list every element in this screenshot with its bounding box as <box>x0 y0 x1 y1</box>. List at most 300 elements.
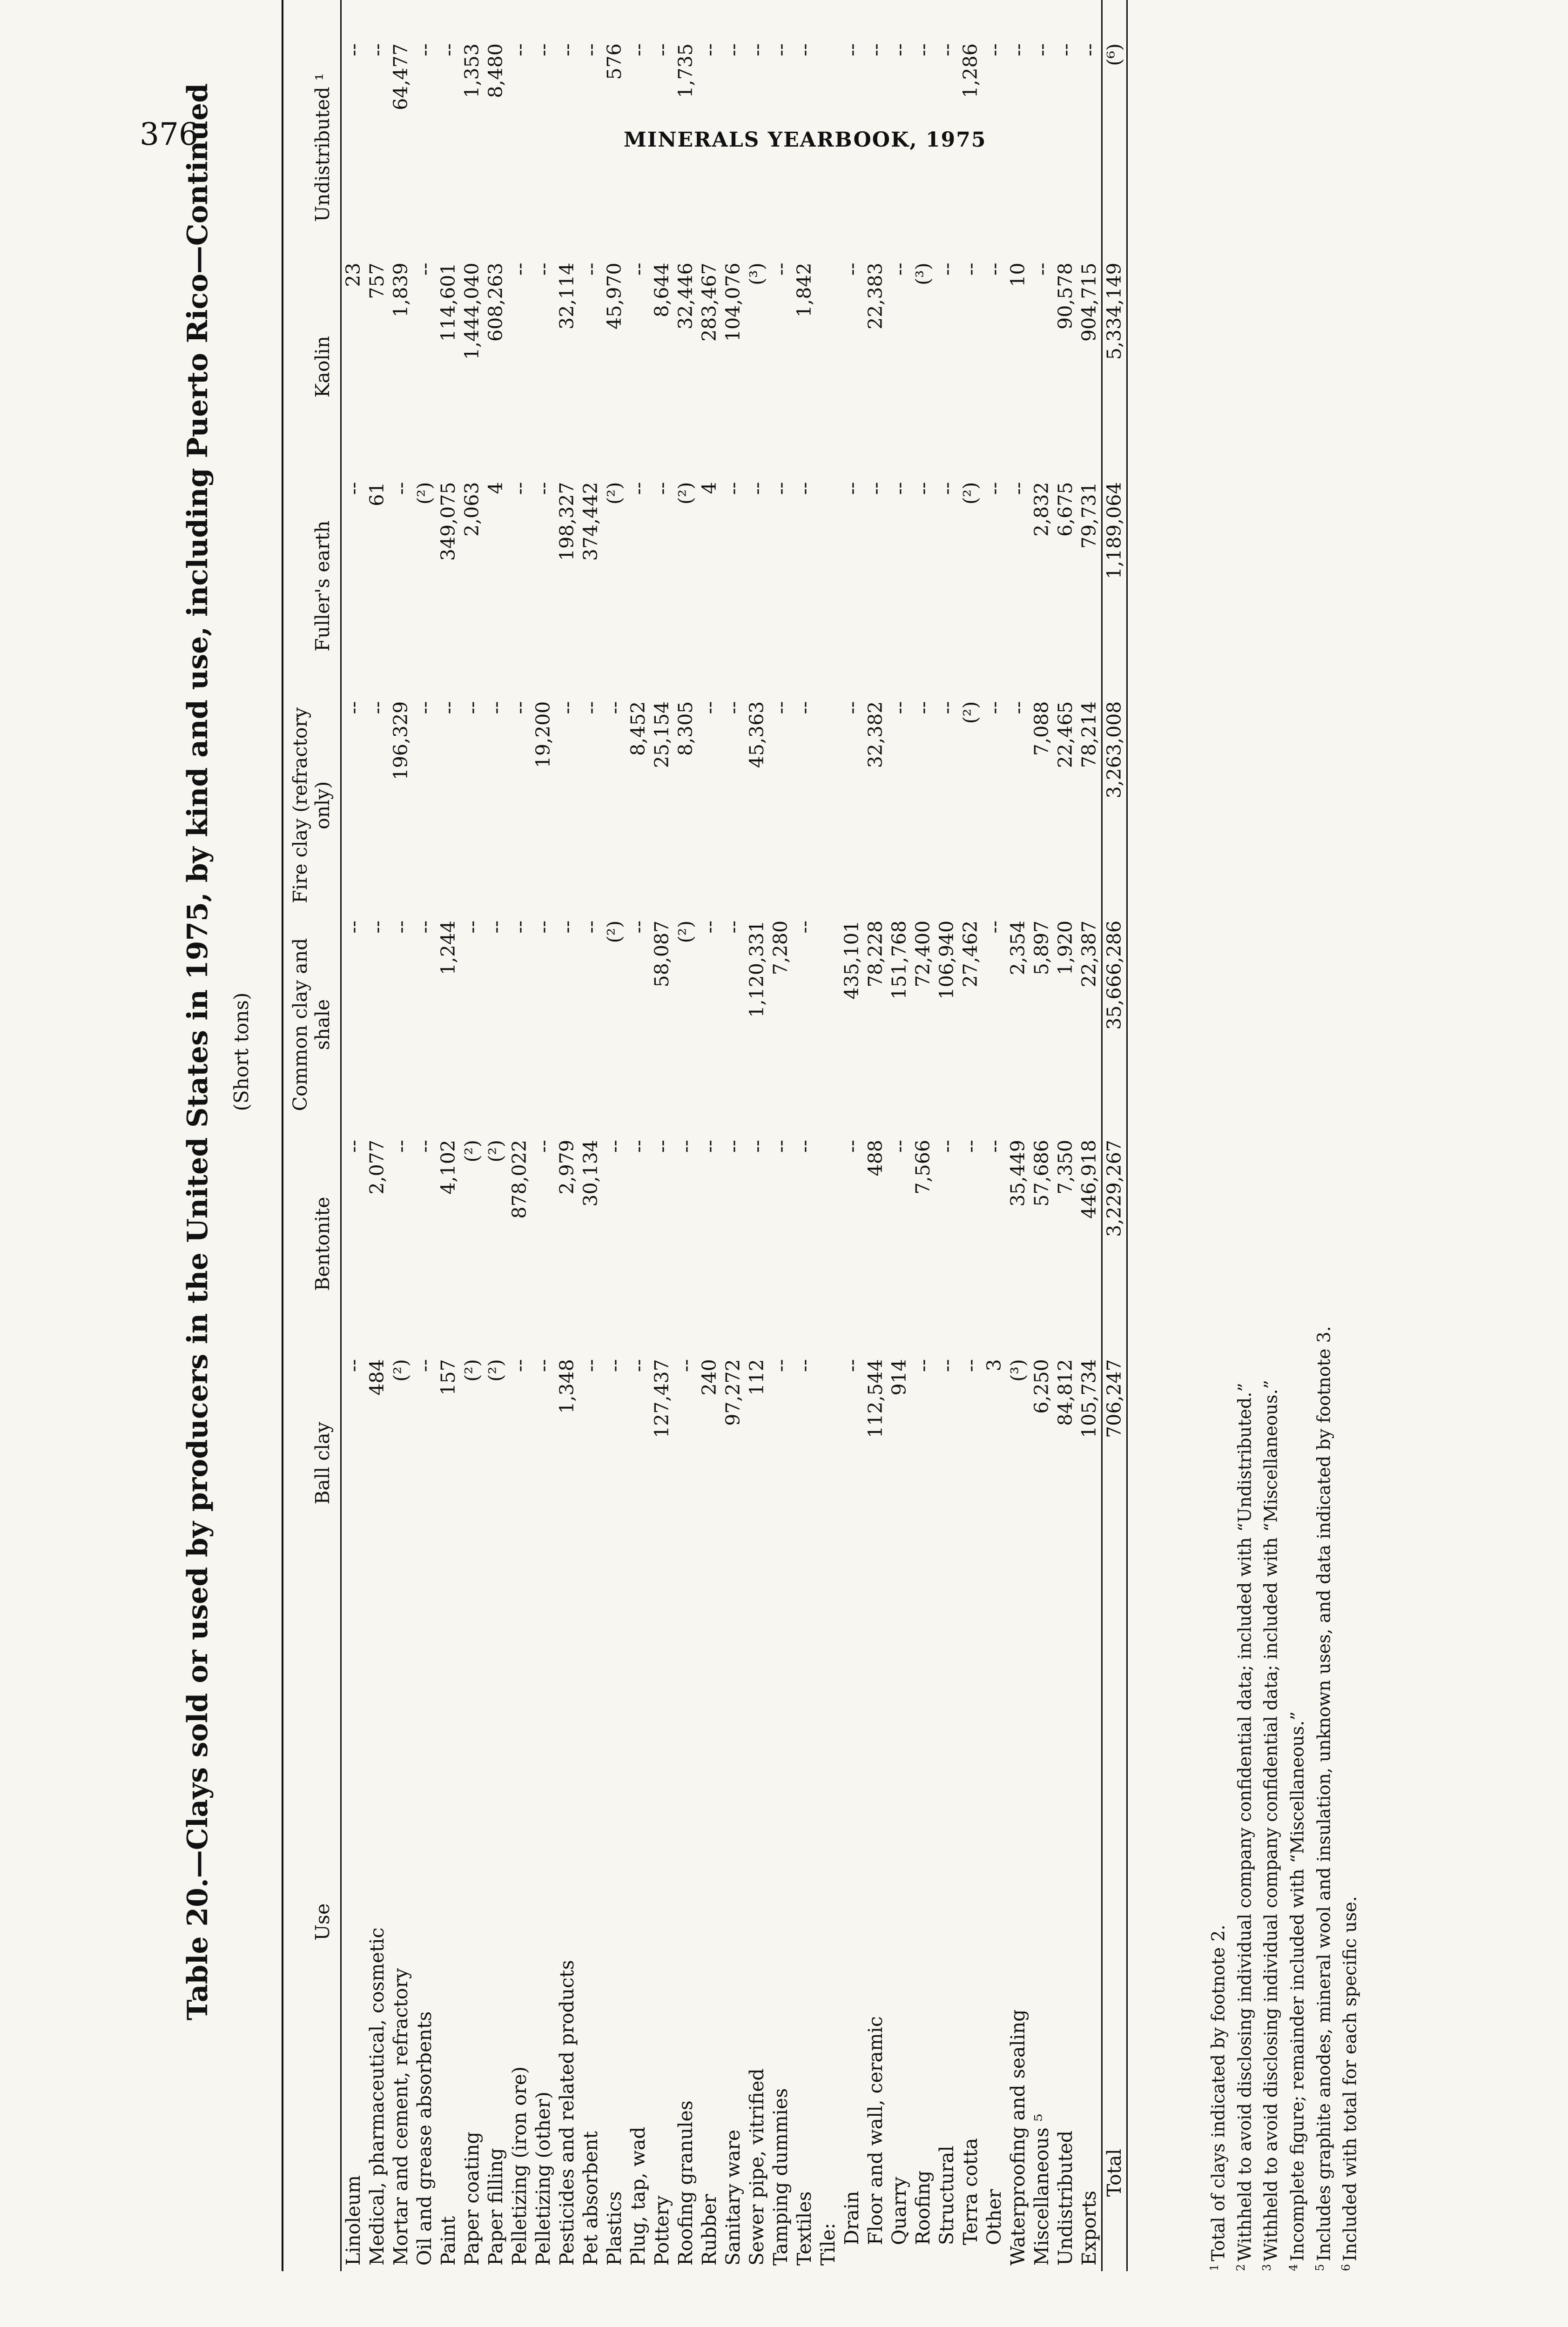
cell-common-clay: -- <box>579 920 602 934</box>
use-label: Medical, pharmaceutical, cosmetic <box>366 1927 388 2266</box>
cell-total <box>508 0 532 38</box>
cell-total <box>793 0 816 38</box>
cell-fullers-earth: 1,189,064 <box>1102 477 1127 696</box>
cell-ball-clay: 112 <box>746 1359 768 1396</box>
cell-undistributed: -- <box>983 43 1005 56</box>
cell-kaolin: 90,578 <box>1054 262 1077 330</box>
cell-common-clay: 1,120,331 <box>746 920 768 1018</box>
cell-total <box>579 0 603 38</box>
cell-undistributed: -- <box>532 43 554 56</box>
cell-common-clay: -- <box>722 920 744 934</box>
cell-fire-clay: -- <box>841 701 863 714</box>
cell-undistributed: -- <box>342 43 364 56</box>
cell-ball-clay: 3 <box>983 1359 1005 1372</box>
cell-fire-clay: -- <box>603 701 626 714</box>
col-header-ball-clay: Ball clay <box>283 1353 341 1573</box>
table-row <box>341 0 366 2271</box>
use-label: Terra cotta <box>959 2138 982 2245</box>
cell-bentonite: 446,918 <box>1078 1140 1100 1219</box>
cell-fullers-earth: -- <box>864 482 887 495</box>
cell-common-clay: (²) <box>603 920 626 943</box>
use-label: Pesticides and related products <box>556 1960 578 2266</box>
cell-kaolin: 283,467 <box>698 262 720 342</box>
footnote-mark: 4 <box>1286 2264 1300 2271</box>
cell-ball-clay: 97,272 <box>722 1359 744 1426</box>
footnote-text: Includes graphite anodes, mineral wool and insulation, unknown uses, and data indicated by footnote 3. <box>1313 1326 1334 2261</box>
cell-ball-clay: -- <box>342 1359 364 1372</box>
use-label: Tile: <box>817 2223 839 2266</box>
use-label: Pet absorbent <box>579 2131 602 2266</box>
table-row <box>650 0 674 2271</box>
table-row <box>603 0 626 2271</box>
cell-fire-clay: -- <box>888 701 910 714</box>
cell-fire-clay: (²) <box>959 701 982 724</box>
footnote <box>1282 0 1309 2271</box>
col-header-total <box>283 0 341 38</box>
use-label: Mortar and cement, refractory <box>390 1968 412 2266</box>
cell-common-clay: -- <box>793 920 815 934</box>
cell-bentonite: -- <box>413 1140 436 1153</box>
cell-fullers-earth: 79,731 <box>1078 482 1100 549</box>
cell-undistributed: -- <box>864 43 887 56</box>
table-row <box>959 0 983 2271</box>
total-row <box>1102 0 1127 2271</box>
table-row <box>888 0 911 2271</box>
table-row <box>864 0 888 2271</box>
table-row <box>698 0 721 2271</box>
table-row <box>532 0 555 2271</box>
use-label: Paint <box>437 2216 459 2266</box>
cell-kaolin: -- <box>413 262 436 276</box>
cell-total <box>1102 0 1127 38</box>
cell-ball-clay: -- <box>769 1359 792 1372</box>
footnote <box>1256 0 1282 2271</box>
cell-undistributed: -- <box>912 43 934 56</box>
cell-common-clay: 435,101 <box>841 920 863 1000</box>
cell-kaolin: 114,601 <box>437 262 459 342</box>
cell-total <box>1030 0 1054 38</box>
cell-ball-clay: 127,437 <box>651 1359 673 1438</box>
cell-total <box>698 0 721 38</box>
use-label: Pelletizing (other) <box>532 2092 554 2266</box>
cell-common-clay: 106,940 <box>935 920 958 1000</box>
col-header-fire-clay: Fire clay (refractory only) <box>283 696 341 915</box>
cell-ball-clay: -- <box>959 1359 982 1372</box>
cell-undistributed: -- <box>1007 43 1029 56</box>
cell-ball-clay: 84,812 <box>1054 1359 1077 1426</box>
cell-kaolin: -- <box>508 262 531 276</box>
cell-fullers-earth: (²) <box>959 482 982 505</box>
footnote-text: Total of clays indicated by footnote 2. <box>1208 1924 1229 2261</box>
cell-undistributed: -- <box>793 43 815 56</box>
col-header-use: Use <box>283 1573 341 2271</box>
cell-ball-clay: -- <box>912 1359 934 1372</box>
cell-bentonite: -- <box>342 1140 364 1153</box>
use-label: Waterproofing and sealing <box>1007 2009 1029 2266</box>
cell-fullers-earth: 61 <box>366 482 388 506</box>
cell-total <box>603 0 626 38</box>
cell-total <box>674 0 698 38</box>
use-label: Roofing granules <box>674 2100 697 2266</box>
cell-kaolin: (³) <box>746 262 768 285</box>
cell-total <box>413 0 437 38</box>
cell-common-clay: 22,387 <box>1078 920 1100 988</box>
use-label: Sewer pipe, vitrified <box>746 2068 768 2266</box>
cell-common-clay: -- <box>342 920 364 934</box>
cell-total <box>341 0 366 38</box>
cell-ball-clay: 6,250 <box>1030 1359 1053 1414</box>
cell-common-clay: -- <box>532 920 554 934</box>
cell-fullers-earth: 4 <box>485 482 507 494</box>
cell-total <box>983 0 1006 38</box>
cell-fullers-earth: 349,075 <box>437 482 459 561</box>
cell-common-clay: 1,920 <box>1054 920 1077 975</box>
cell-fire-clay: -- <box>935 701 958 714</box>
cell-fullers-earth: -- <box>841 482 863 495</box>
cell-fire-clay: -- <box>579 701 602 714</box>
cell-common-clay: -- <box>983 920 1005 934</box>
cell-total <box>460 0 484 38</box>
footnote <box>1203 0 1230 2271</box>
footnote-mark: 5 <box>1313 2264 1326 2271</box>
table-row <box>1077 0 1102 2271</box>
cell-kaolin: -- <box>627 262 649 276</box>
cell-fullers-earth: -- <box>390 482 412 495</box>
cell-fire-clay: -- <box>912 701 934 714</box>
footnote-mark: 2 <box>1234 2264 1247 2271</box>
cell-undistributed: 64,477 <box>390 43 412 110</box>
table-row <box>365 0 389 2271</box>
cell-total <box>650 0 674 38</box>
cell-bentonite: -- <box>698 1140 720 1153</box>
cell-bentonite: -- <box>935 1140 958 1153</box>
cell-common-clay: 78,228 <box>864 920 887 988</box>
cell-total <box>626 0 650 38</box>
cell-total <box>1006 0 1030 38</box>
cell-common-clay: -- <box>627 920 649 934</box>
cell-bentonite: -- <box>532 1140 554 1153</box>
cell-fire-clay: -- <box>342 701 364 714</box>
cell-kaolin: 32,114 <box>556 262 578 330</box>
cell-undistributed: -- <box>579 43 602 56</box>
cell-fire-clay: 45,363 <box>746 701 768 768</box>
cell-ball-clay: -- <box>579 1359 602 1372</box>
cell-bentonite: -- <box>603 1140 626 1153</box>
cell-fullers-earth: -- <box>912 482 934 495</box>
cell-fire-clay: -- <box>485 701 507 714</box>
cell-fire-clay: 32,382 <box>864 701 887 768</box>
cell-fullers-earth: 2,063 <box>461 482 483 537</box>
cell-bentonite: -- <box>888 1140 910 1153</box>
cell-bentonite: 2,979 <box>556 1140 578 1195</box>
cell-bentonite: 7,566 <box>912 1140 934 1195</box>
table-title: Table 20.—Clays sold or used by producers in the United States in 1975, by kind and use, including Puerto Rico—Continued <box>182 83 214 2021</box>
cell-common-clay: -- <box>461 920 483 934</box>
cell-bentonite: -- <box>651 1140 673 1153</box>
footnote-text: Incomplete figure; remainder included with “Miscellaneous.” <box>1287 1711 1308 2261</box>
cell-fire-clay: -- <box>556 701 578 714</box>
cell-fire-clay: -- <box>508 701 531 714</box>
cell-ball-clay: (³) <box>1007 1359 1029 1382</box>
cell-undistributed: -- <box>746 43 768 56</box>
cell-fire-clay: -- <box>793 701 815 714</box>
cell-undistributed: 1,735 <box>674 43 697 98</box>
cell-ball-clay: 240 <box>698 1359 720 1396</box>
cell-fullers-earth: 2,832 <box>1030 482 1053 537</box>
cell-ball-clay: -- <box>841 1359 863 1372</box>
cell-common-clay: -- <box>508 920 531 934</box>
cell-fire-clay <box>816 696 840 915</box>
cell-undistributed: -- <box>366 43 388 56</box>
cell-undistributed: -- <box>1054 43 1077 56</box>
col-header-kaolin: Kaolin <box>283 257 341 476</box>
cell-undistributed: -- <box>437 43 459 56</box>
footnote-mark: 3 <box>1260 2264 1274 2271</box>
cell-bentonite: 3,229,267 <box>1102 1134 1127 1353</box>
cell-total <box>555 0 579 38</box>
use-label: Paper filling <box>485 2148 507 2266</box>
cell-bentonite: -- <box>390 1140 412 1153</box>
cell-kaolin: 32,446 <box>674 262 697 330</box>
cell-fullers-earth: -- <box>746 482 768 495</box>
cell-kaolin: 1,842 <box>793 262 815 317</box>
cell-fire-clay: 78,214 <box>1078 701 1100 768</box>
cell-common-clay: 7,280 <box>769 920 792 975</box>
cell-kaolin: 1,839 <box>390 262 412 317</box>
cell-kaolin: 10 <box>1007 262 1029 287</box>
table-row <box>555 0 579 2271</box>
cell-undistributed <box>816 38 840 257</box>
cell-ball-clay <box>816 1353 840 1573</box>
cell-undistributed: -- <box>1078 43 1100 56</box>
cell-bentonite: 878,022 <box>508 1140 531 1219</box>
footnote <box>1309 0 1335 2271</box>
footnote-text: Withheld to avoid disclosing individual company confidential data; included with “Miscellaneous.” <box>1260 1380 1281 2261</box>
cell-total <box>365 0 389 38</box>
cell-undistributed: -- <box>1030 43 1053 56</box>
clays-table <box>282 0 1128 2271</box>
cell-fire-clay: -- <box>769 701 792 714</box>
table-row <box>484 0 508 2271</box>
cell-total <box>721 0 745 38</box>
use-label: Floor and wall, ceramic <box>864 2016 887 2245</box>
cell-ball-clay: -- <box>508 1359 531 1372</box>
use-label: Textiles <box>793 2191 815 2266</box>
running-head: MINERALS YEARBOOK, 1975 <box>624 128 987 152</box>
table-row <box>579 0 603 2271</box>
cell-bentonite: 2,077 <box>366 1140 388 1195</box>
col-header-common-clay: Common clay and shale <box>283 915 341 1134</box>
cell-bentonite: 35,449 <box>1007 1140 1029 1207</box>
cell-undistributed: -- <box>651 43 673 56</box>
cell-undistributed: -- <box>888 43 910 56</box>
cell-kaolin: 1,444,040 <box>461 262 483 360</box>
cell-fire-clay: 25,154 <box>651 701 673 768</box>
cell-bentonite: 4,102 <box>437 1140 459 1195</box>
cell-common-clay: 5,897 <box>1030 920 1053 975</box>
use-label: Sanitary ware <box>722 2129 744 2266</box>
cell-total <box>437 0 460 38</box>
table-row <box>1030 0 1054 2271</box>
cell-fullers-earth: -- <box>769 482 792 495</box>
table-row <box>721 0 745 2271</box>
cell-common-clay: -- <box>556 920 578 934</box>
cell-bentonite: (²) <box>461 1140 483 1163</box>
cell-total <box>840 0 864 38</box>
footnote <box>1230 0 1256 2271</box>
cell-total <box>1054 0 1077 38</box>
cell-kaolin: -- <box>935 262 958 276</box>
header-row <box>283 0 341 2271</box>
cell-fire-clay: 3,263,008 <box>1102 696 1127 915</box>
use-label: Other <box>983 2189 1005 2245</box>
cell-fullers-earth: -- <box>1007 482 1029 495</box>
table-row <box>1006 0 1030 2271</box>
cell-common-clay: 27,462 <box>959 920 982 988</box>
cell-undistributed: -- <box>769 43 792 56</box>
cell-kaolin: -- <box>888 262 910 276</box>
cell-fullers-earth: 374,442 <box>579 482 602 561</box>
table-row <box>437 0 460 2271</box>
footnote-mark: 6 <box>1339 2264 1353 2271</box>
use-label: Exports <box>1078 2190 1100 2266</box>
cell-bentonite: -- <box>841 1140 863 1153</box>
cell-ball-clay: (²) <box>485 1359 507 1382</box>
use-label: Quarry <box>888 2177 910 2245</box>
cell-fullers-earth: -- <box>888 482 910 495</box>
cell-bentonite: 30,134 <box>579 1140 602 1207</box>
cell-undistributed: -- <box>698 43 720 56</box>
cell-fullers-earth: (²) <box>674 482 697 505</box>
cell-kaolin: -- <box>841 262 863 276</box>
cell-kaolin: 904,715 <box>1078 262 1100 342</box>
cell-kaolin: 23 <box>342 262 364 287</box>
table-row <box>413 0 437 2271</box>
cell-fire-clay: 7,088 <box>1030 701 1053 756</box>
cell-fullers-earth: (²) <box>413 482 436 505</box>
cell-fire-clay: -- <box>983 701 1005 714</box>
cell-ball-clay: -- <box>793 1359 815 1372</box>
cell-ball-clay: (²) <box>461 1359 483 1382</box>
footnote-text: Withheld to avoid disclosing individual company confidential data; included with “Undistributed.” <box>1234 1383 1255 2261</box>
use-label: Paper coating <box>461 2132 483 2266</box>
rotated-table-block <box>182 0 1415 2285</box>
cell-fire-clay: 8,305 <box>674 701 697 756</box>
cell-common-clay: -- <box>366 920 388 934</box>
cell-bentonite: 57,686 <box>1030 1140 1053 1207</box>
footnote <box>1335 0 1361 2271</box>
cell-bentonite: -- <box>627 1140 649 1153</box>
cell-total <box>484 0 508 38</box>
cell-ball-clay: -- <box>674 1359 697 1372</box>
table-row <box>626 0 650 2271</box>
use-label: Plug, tap, wad <box>627 2126 649 2266</box>
cell-ball-clay: (²) <box>390 1359 412 1382</box>
cell-undistributed: -- <box>413 43 436 56</box>
cell-bentonite: -- <box>959 1140 982 1153</box>
cell-kaolin: 5,334,149 <box>1102 257 1127 476</box>
footnote-text: Included with total for each specific use. <box>1339 1896 1360 2261</box>
cell-total <box>959 0 983 38</box>
use-label: Pelletizing (iron ore) <box>508 2066 531 2266</box>
cell-fire-clay: 19,200 <box>532 701 554 768</box>
cell-common-clay: -- <box>390 920 412 934</box>
table-row <box>1054 0 1077 2271</box>
table-row <box>935 0 959 2271</box>
col-header-bentonite: Bentonite <box>283 1134 341 1353</box>
cell-kaolin: -- <box>1030 262 1053 276</box>
cell-fullers-earth: -- <box>342 482 364 495</box>
cell-kaolin: (³) <box>912 262 934 285</box>
cell-bentonite: 7,350 <box>1054 1140 1077 1195</box>
cell-bentonite: -- <box>674 1140 697 1153</box>
use-label: Drain <box>841 2191 863 2245</box>
cell-bentonite: -- <box>769 1140 792 1153</box>
cell-ball-clay: -- <box>532 1359 554 1372</box>
table-body <box>341 0 1127 2271</box>
table-row <box>389 0 413 2271</box>
use-label: Tamping dummies <box>769 2088 792 2266</box>
cell-bentonite: -- <box>722 1140 744 1153</box>
cell-undistributed: 1,353 <box>461 43 483 98</box>
cell-common-clay: 35,666,286 <box>1102 915 1127 1134</box>
cell-undistributed: -- <box>935 43 958 56</box>
use-label: Rubber <box>698 2194 720 2266</box>
cell-undistributed: -- <box>556 43 578 56</box>
cell-bentonite: (²) <box>485 1140 507 1163</box>
use-label: Pottery <box>651 2195 673 2266</box>
cell-total <box>532 0 555 38</box>
cell-fullers-earth: -- <box>532 482 554 495</box>
cell-fire-clay: 22,465 <box>1054 701 1077 768</box>
cell-kaolin: -- <box>983 262 1005 276</box>
cell-fire-clay: 8,452 <box>627 701 649 756</box>
table-row <box>508 0 532 2271</box>
cell-kaolin: 22,383 <box>864 262 887 330</box>
cell-fire-clay: -- <box>437 701 459 714</box>
cell-fullers-earth: -- <box>651 482 673 495</box>
cell-fire-clay: -- <box>722 701 744 714</box>
cell-common-clay: -- <box>413 920 436 934</box>
cell-total <box>745 0 769 38</box>
cell-common-clay: -- <box>485 920 507 934</box>
use-label: Undistributed <box>1054 2130 1077 2266</box>
cell-bentonite: 488 <box>864 1140 887 1177</box>
cell-bentonite <box>816 1134 840 1353</box>
cell-common-clay: -- <box>698 920 720 934</box>
cell-kaolin <box>816 257 840 476</box>
cell-undistributed: -- <box>841 43 863 56</box>
cell-fullers-earth: 6,675 <box>1054 482 1077 537</box>
table-row <box>983 0 1006 2271</box>
col-header-undistributed: Undistributed ¹ <box>283 38 341 257</box>
table-row <box>840 0 864 2271</box>
cell-ball-clay: 484 <box>366 1359 388 1396</box>
cell-kaolin: 608,263 <box>485 262 507 342</box>
cell-common-clay: 2,354 <box>1007 920 1029 975</box>
cell-total <box>864 0 888 38</box>
cell-ball-clay: 1,348 <box>556 1359 578 1414</box>
table-row <box>674 0 698 2271</box>
cell-fullers-earth: -- <box>627 482 649 495</box>
cell-undistributed: 576 <box>603 43 626 80</box>
cell-fire-clay: -- <box>698 701 720 714</box>
cell-common-clay <box>816 915 840 1134</box>
cell-bentonite: -- <box>793 1140 815 1153</box>
table-row <box>816 0 840 2271</box>
cell-fullers-earth: -- <box>508 482 531 495</box>
cell-kaolin: -- <box>959 262 982 276</box>
